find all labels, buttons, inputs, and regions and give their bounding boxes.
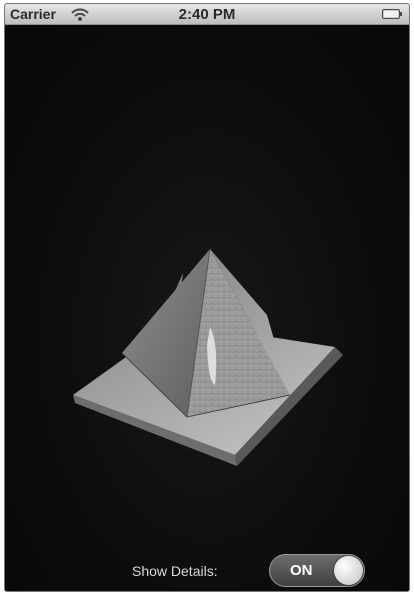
pyramid-3d-model bbox=[5, 25, 409, 591]
show-details-label: Show Details: bbox=[132, 563, 218, 579]
carrier-name: Carrier bbox=[10, 6, 56, 22]
battery-icon bbox=[382, 9, 402, 19]
switch-knob[interactable] bbox=[334, 556, 363, 585]
switch-on-label: ON bbox=[290, 562, 313, 579]
3d-scene-view[interactable] bbox=[5, 25, 409, 591]
status-time: 2:40 PM bbox=[178, 6, 236, 23]
app-screen bbox=[4, 3, 410, 592]
status-bar bbox=[5, 4, 409, 25]
show-details-switch[interactable] bbox=[269, 554, 365, 587]
